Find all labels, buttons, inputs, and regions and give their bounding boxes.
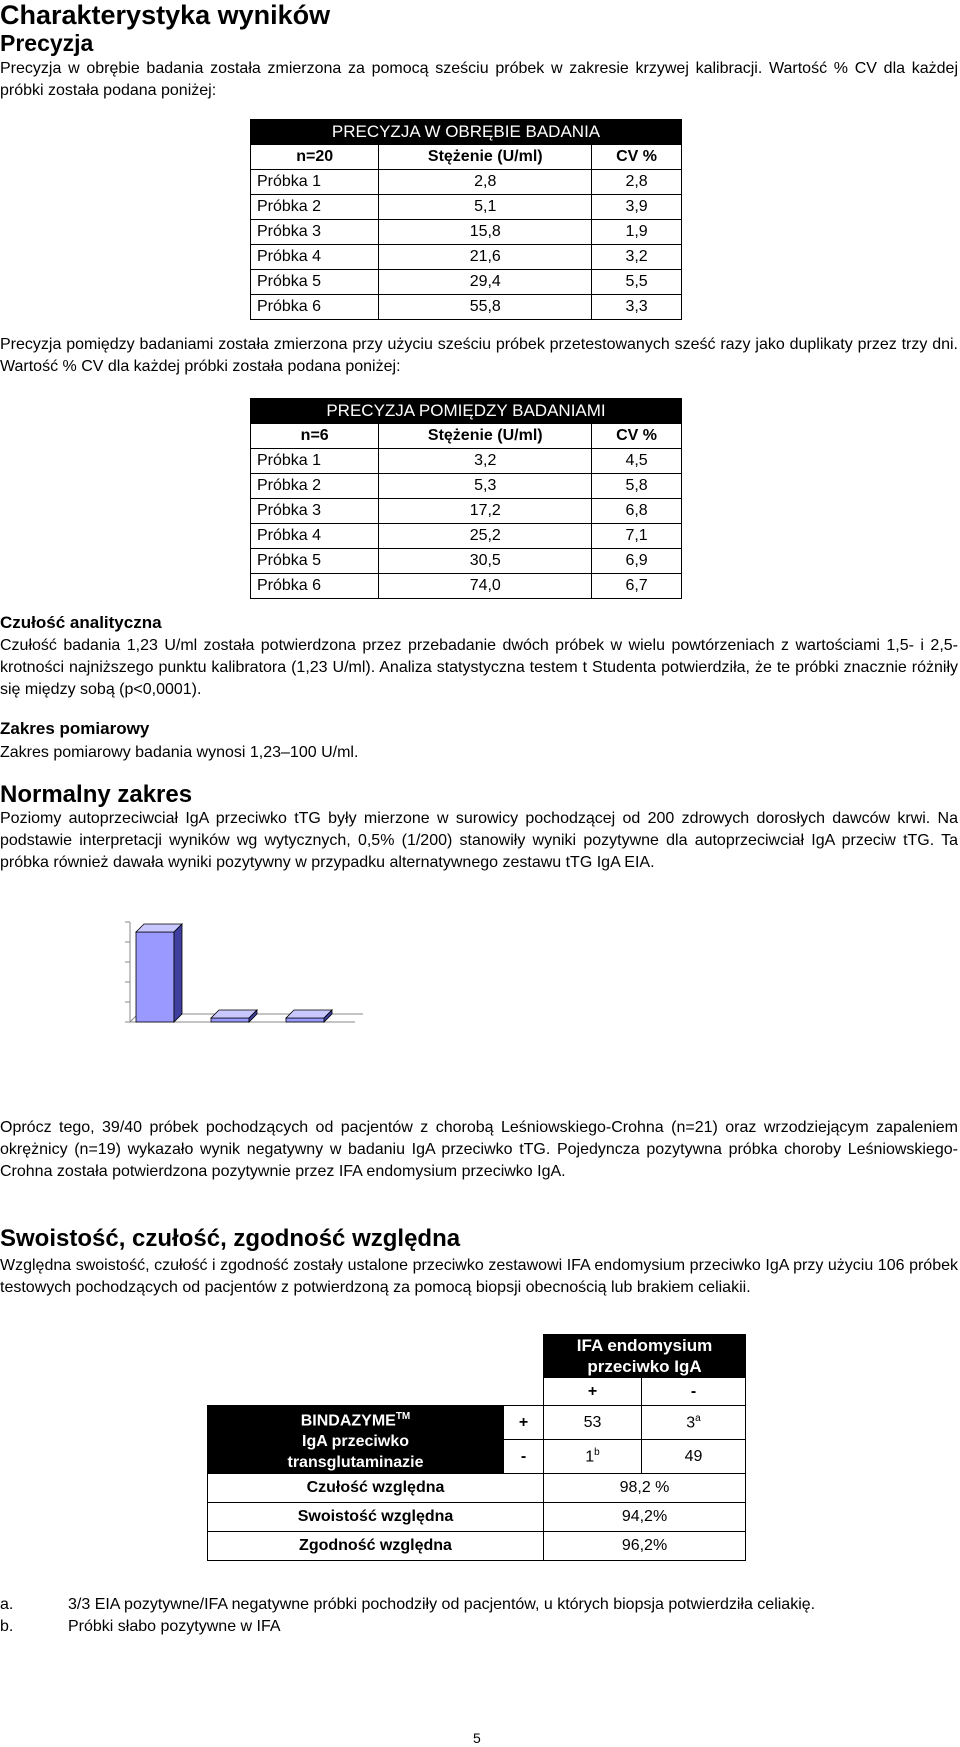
- relative-heading: Swoistość, czułość, zgodność względna: [0, 1225, 461, 1252]
- cell: Próbka 2: [251, 195, 379, 220]
- cell-pm: [642, 1406, 746, 1440]
- cell: 2,8: [592, 170, 682, 195]
- bar-front: [211, 1018, 249, 1022]
- range-heading: Zakres pomiarowy: [0, 719, 150, 738]
- bar: [286, 1010, 332, 1022]
- bar: [136, 924, 182, 1022]
- page-number: 5: [473, 1730, 481, 1746]
- cell: 15,8: [379, 220, 592, 245]
- bar-front: [286, 1018, 324, 1022]
- bar-side: [174, 924, 182, 1022]
- normal-heading: Normalny zakres: [0, 781, 193, 808]
- table-row: [251, 195, 682, 220]
- test-minus: -: [504, 1440, 544, 1474]
- table-row: [251, 220, 682, 245]
- test-name: BINDAZYME: [300, 1412, 396, 1430]
- value: 1: [585, 1448, 595, 1466]
- bar-front: [136, 932, 174, 1022]
- between-precision-table: [250, 398, 682, 599]
- range-text: Zakres pomiarowy badania wynosi 1,23–100 U/ml.: [0, 744, 359, 761]
- test-plus: +: [504, 1406, 544, 1440]
- precision-intro: Precyzja w obrębie badania została zmierzona za pomocą sześciu próbek w zakresie krzywej kalibracji. Wartość % CV dla każdej próbki została podana poniżej:: [0, 60, 958, 99]
- table-row: [251, 499, 682, 524]
- footnote-a-text: 3/3 EIA pozytywne/IFA negatywne próbki pochodziły od pacjentów, u których biopsja potwierdziła celiakię.: [68, 1596, 816, 1613]
- within-precision-table: [250, 119, 682, 320]
- test-line: transglutaminazie: [287, 1454, 424, 1472]
- cell: Próbka 1: [251, 449, 379, 474]
- footnote-mark: a: [695, 1412, 701, 1424]
- column-header: Stężenie (U/ml): [379, 145, 592, 170]
- specificity-label: Swoistość względna: [208, 1503, 544, 1532]
- comparison-table: [207, 1334, 746, 1561]
- bar-chart: [100, 910, 420, 1040]
- cell: 17,2: [379, 499, 592, 524]
- table-row: [251, 549, 682, 574]
- table-row: [251, 270, 682, 295]
- ifa-header: IFA endomysium przeciwko IgA: [544, 1335, 746, 1378]
- cell: Próbka 4: [251, 524, 379, 549]
- cell: Próbka 5: [251, 549, 379, 574]
- table-row: [251, 574, 682, 599]
- table-title: PRECYZJA W OBRĘBIE BADANIA: [251, 120, 682, 145]
- cell: 5,3: [379, 474, 592, 499]
- other-text: Oprócz tego, 39/40 próbek pochodzących od pacjentów z chorobą Leśniowskiego-Crohna (n=21) oraz wrzodziejącym zapaleniem okrężnicy (n=19) wykazało wynik negatywny w badaniu IgA przeciwko tTG. Pojedyncza pozytywna próbka choroby Leśniowskiego-Crohna została potwierdzona pozytywnie przez IFA endomysium przeciwko IgA.: [0, 1119, 958, 1180]
- cell: 6,8: [592, 499, 682, 524]
- value: 3: [686, 1414, 696, 1432]
- page-title: Charakterystyka wyników: [0, 0, 331, 30]
- cell: Próbka 6: [251, 295, 379, 320]
- cell: 6,9: [592, 549, 682, 574]
- cell: 7,1: [592, 524, 682, 549]
- cell: 5,1: [379, 195, 592, 220]
- test-line: IgA przeciwko: [302, 1433, 409, 1451]
- test-label: [208, 1406, 504, 1474]
- cell: Próbka 6: [251, 574, 379, 599]
- normal-text: Poziomy autoprzeciwciał IgA przeciwko tTG były mierzone w surowicy pochodzącej od 200 zdrowych dorosłych dawców krwi. Na podstawie interpretacji wyników wg wytycznych, 0,5% (1/200) stanowiły wyniki pozytywne dla autoprzeciwciał IgA przeciw tTG. Ta próbka również dawała wyniki pozytywny w przypadku alternatywnego zestawu tTG IgA EIA.: [0, 810, 958, 871]
- sensitivity-label: Czułość względna: [208, 1474, 544, 1503]
- cell: 6,7: [592, 574, 682, 599]
- specificity-value: 94,2%: [544, 1503, 746, 1532]
- sensitivity-heading: Czułość analityczna: [0, 613, 162, 632]
- cell: Próbka 2: [251, 474, 379, 499]
- footnote-b-text: Próbki słabo pozytywne w IFA: [68, 1618, 281, 1635]
- column-header: Stężenie (U/ml): [379, 424, 592, 449]
- table-row: [251, 170, 682, 195]
- column-header: n=6: [251, 424, 379, 449]
- column-header: n=20: [251, 145, 379, 170]
- cell: Próbka 3: [251, 220, 379, 245]
- cell: 5,5: [592, 270, 682, 295]
- sensitivity-text: Czułość badania 1,23 U/ml została potwierdzona przez przebadanie dwóch próbek w wielu powtórzeniach z wartościami 1,5- i 2,5-krotności najniższego punktu kalibratora (1,23 U/ml). Analiza statystyczna testem t Studenta potwierdziła, że te próbki znacznie różniły się między sobą (p<0,0001).: [0, 637, 958, 698]
- footnote-b-mark: b.: [0, 1618, 14, 1635]
- cell: Próbka 4: [251, 245, 379, 270]
- cell: 3,2: [379, 449, 592, 474]
- cell: Próbka 1: [251, 170, 379, 195]
- sensitivity-value: 98,2 %: [544, 1474, 746, 1503]
- cell-pp: 53: [544, 1406, 642, 1440]
- cell-mm: 49: [642, 1440, 746, 1474]
- cell-mp: [544, 1440, 642, 1474]
- between-precision-intro: Precyzja pomiędzy badaniami została zmierzona przy użyciu sześciu próbek przetestowanych sześć razy jako duplikaty przez trzy dni. Wartość % CV dla każdej próbki została podana poniżej:: [0, 336, 958, 375]
- bar: [211, 1010, 257, 1022]
- relative-text: Względna swoistość, czułość i zgodność zostały ustalone przeciwko zestawowi IFA endomysium przeciwko IgA przy użyciu 106 próbek testowych pochodzących od pacjentów z potwierdzoną za pomocą biopsji obecnością lub brakiem celiakii.: [0, 1257, 958, 1296]
- footnote-mark: b: [594, 1447, 600, 1459]
- table-row: [251, 295, 682, 320]
- table-row: [251, 245, 682, 270]
- cell: 30,5: [379, 549, 592, 574]
- table-row: [251, 524, 682, 549]
- trademark: TM: [395, 1411, 411, 1422]
- cell: 1,9: [592, 220, 682, 245]
- cell: 55,8: [379, 295, 592, 320]
- cell: Próbka 3: [251, 499, 379, 524]
- cell: 3,3: [592, 295, 682, 320]
- table-row: [251, 474, 682, 499]
- cell: 3,2: [592, 245, 682, 270]
- ifa-plus: +: [544, 1378, 642, 1406]
- agreement-label: Zgodność względna: [208, 1532, 544, 1561]
- ifa-minus: -: [642, 1378, 746, 1406]
- cell: 74,0: [379, 574, 592, 599]
- table-title: PRECYZJA POMIĘDZY BADANIAMI: [251, 399, 682, 424]
- cell: 29,4: [379, 270, 592, 295]
- precision-heading: Precyzja: [0, 30, 94, 56]
- cell: 25,2: [379, 524, 592, 549]
- cell: 5,8: [592, 474, 682, 499]
- cell: 4,5: [592, 449, 682, 474]
- cell: 21,6: [379, 245, 592, 270]
- cell: Próbka 5: [251, 270, 379, 295]
- cell: 2,8: [379, 170, 592, 195]
- footnote-a-mark: a.: [0, 1596, 14, 1613]
- column-header: CV %: [592, 424, 682, 449]
- column-header: CV %: [592, 145, 682, 170]
- table-row: [251, 449, 682, 474]
- chart-bars: [136, 924, 332, 1022]
- agreement-value: 96,2%: [544, 1532, 746, 1561]
- cell: 3,9: [592, 195, 682, 220]
